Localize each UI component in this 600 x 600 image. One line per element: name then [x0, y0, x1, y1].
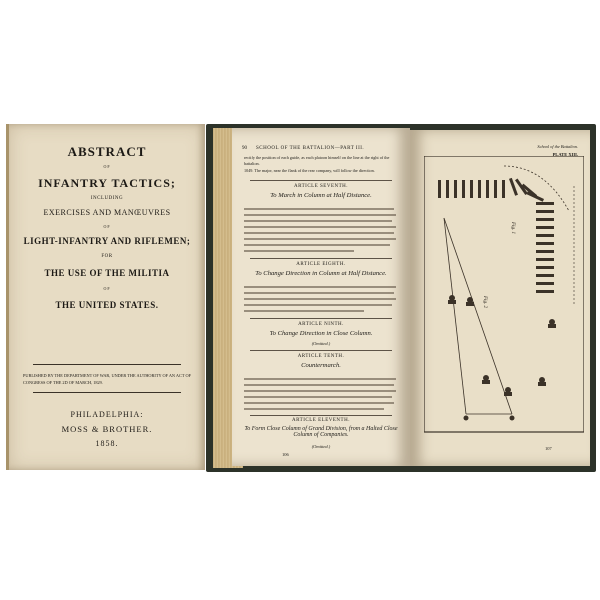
text-line — [244, 402, 394, 404]
article-title: To Change Direction in Close Column. — [269, 330, 373, 337]
text-line — [244, 390, 396, 392]
article-heading: ARTICLE TENTH. — [297, 354, 345, 359]
light-infantry-line: LIGHT-INFANTRY AND RIFLEMEN; — [23, 236, 191, 246]
text-line — [244, 396, 392, 398]
imprint-publisher: MOSS & BROTHER. — [61, 424, 153, 434]
fig2-label: Fig. 2 — [482, 296, 487, 308]
rule — [250, 318, 392, 319]
article-heading: ARTICLE ELEVENTH. — [292, 418, 350, 423]
fig1-label: Fig. 1 — [510, 222, 515, 234]
fig2-figures — [448, 295, 556, 421]
text-line — [244, 310, 364, 312]
text-line — [244, 292, 394, 294]
rule — [250, 415, 392, 416]
article-heading: ARTICLE EIGHTH. — [296, 262, 346, 267]
text-line — [244, 214, 396, 216]
including-label: INCLUDING — [90, 196, 124, 201]
publisher-note: PUBLISHED BY THE DEPARTMENT OF WAR, UNDER THE AUTHORITY OF AN ACT OF CONGRESS OF THE 2D OF MARCH, 1829. — [23, 373, 191, 385]
exercises-line: EXERCISES AND MANŒUVRES — [43, 208, 171, 217]
text-line — [244, 378, 396, 380]
omitted-note: (Omitted.) — [311, 444, 331, 449]
united-states-line: THE UNITED STATES. — [55, 300, 159, 310]
divider — [33, 392, 181, 393]
imprint-year: 1858. — [95, 439, 119, 448]
title-line-infantry: INFANTRY TACTICS; — [38, 176, 176, 190]
article-heading: ARTICLE SEVENTH. — [293, 184, 349, 189]
of-label: OF — [103, 286, 111, 291]
title-page — [6, 124, 205, 470]
text-line — [244, 298, 396, 300]
rule — [250, 258, 392, 259]
text-line — [244, 250, 354, 252]
plate-label: PLATE XIII. — [552, 152, 578, 157]
paragraph: 1049. The major, near the flank of the rear company, will follow the direction. — [244, 168, 375, 173]
of-label: OF — [103, 164, 111, 169]
left-text-page — [232, 128, 410, 466]
rule — [250, 350, 392, 351]
text-line — [244, 232, 394, 234]
of-label: OF — [103, 224, 111, 229]
running-head-text: SCHOOL OF THE BATTALION—PART III. — [256, 146, 365, 151]
rule — [250, 180, 392, 181]
folio: 106 — [282, 452, 289, 457]
text-line — [244, 244, 390, 246]
imprint-city: PHILADELPHIA: — [70, 410, 144, 419]
folio: 107 — [545, 446, 552, 451]
article-title: Countermarch. — [301, 362, 341, 369]
text-line — [244, 220, 392, 222]
for-label: FOR — [101, 254, 113, 259]
text-line — [244, 384, 394, 386]
paragraph: rectify the position of each guide, as each platoon himself on the line at the right of the battalion. — [244, 155, 390, 166]
plate-diagram — [424, 156, 584, 440]
article-title: To Change Direction in Column at Half Distance. — [255, 270, 387, 277]
page-number: 90 — [242, 146, 247, 151]
text-line — [244, 304, 392, 306]
article-title: To March in Column at Half Distance. — [270, 192, 372, 199]
title-line-abstract: ABSTRACT — [67, 144, 147, 159]
omitted-note: (Omitted.) — [311, 341, 331, 346]
text-line — [244, 286, 396, 288]
running-head: School of the Battalion. — [537, 144, 578, 149]
fig1-ranks — [438, 178, 554, 293]
text-line — [244, 238, 396, 240]
article-heading: ARTICLE NINTH. — [298, 322, 344, 327]
divider — [33, 364, 181, 365]
text-line — [244, 208, 394, 210]
article-title: To Form Close Column of Grand Division, from a Halted Close Column of Companies. — [244, 426, 398, 438]
militia-line: THE USE OF THE MILITIA — [44, 268, 170, 278]
text-line — [244, 408, 384, 410]
text-line — [244, 226, 396, 228]
fig2-lines — [444, 218, 512, 414]
